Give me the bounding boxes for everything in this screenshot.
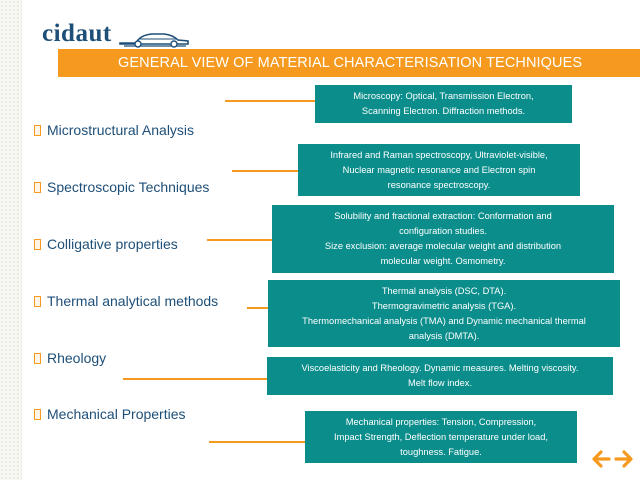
description-box-thermal — [268, 280, 620, 347]
description-line: Microscopy: Optical, Transmission Electron, — [353, 91, 534, 101]
bullet-icon — [34, 353, 41, 364]
description-line: molecular weight. Osmometry. — [380, 256, 506, 266]
description-line: Thermomechanical analysis (TMA) and Dynamic mechanical thermal — [302, 315, 586, 326]
arrow-left-icon — [590, 448, 612, 470]
description-line: configuration studies. — [399, 226, 487, 236]
technique-item-colligative — [34, 235, 178, 253]
page-title: GENERAL VIEW OF MATERIAL CHARACTERISATION TECHNIQUES — [118, 55, 583, 71]
description-line: resonance spectroscopy. — [387, 179, 491, 190]
description-line: Mechanical properties: Tension, Compression, — [345, 416, 537, 427]
bullet-icon — [34, 296, 41, 307]
prev-slide-button[interactable] — [590, 448, 612, 470]
description-line: Melt flow index. — [407, 378, 473, 388]
description-line: Viscoelasticity and Rheology. Dynamic measures. Melting viscosity. — [301, 363, 579, 373]
technique-label: Rheology — [47, 350, 107, 366]
description-box-rheology — [267, 357, 613, 395]
arrow-right-icon — [613, 448, 635, 470]
connector-line — [232, 170, 298, 172]
description-line: toughness. Fatigue. — [400, 446, 482, 457]
description-line: Infrared and Raman spectroscopy, Ultraviolet-visible, — [330, 149, 548, 160]
description-line: Impact Strength, Deflection temperature under load, — [334, 431, 548, 442]
logo-text: cidaut — [42, 20, 112, 47]
description-line: Nuclear magnetic resonance and Electron spin — [342, 164, 536, 175]
connector-line — [123, 378, 267, 380]
bullet-icon — [34, 182, 41, 193]
description-line: Size exclusion: average molecular weight and distribution — [324, 241, 562, 251]
title-banner — [58, 49, 640, 77]
connector-line — [207, 239, 272, 241]
bullet-icon — [34, 125, 41, 136]
technique-item-microstructural — [34, 121, 194, 139]
technique-item-rheology — [34, 349, 106, 367]
technique-item-mechanical — [34, 405, 186, 423]
technique-label: Thermal analytical methods — [47, 293, 219, 309]
technique-label: Mechanical Properties — [47, 406, 186, 422]
description-line: analysis (DMTA). — [408, 330, 480, 341]
description-box-spectroscopic — [298, 144, 580, 196]
technique-label: Spectroscopic Techniques — [47, 179, 210, 195]
description-box-microstructural — [315, 85, 572, 123]
car-icon — [118, 25, 192, 49]
technique-item-spectroscopic — [34, 178, 209, 196]
connector-line — [247, 307, 268, 309]
technique-label: Microstructural Analysis — [47, 122, 195, 138]
description-line: Solubility and fractional extraction: Conformation and — [334, 211, 552, 221]
next-slide-button[interactable] — [613, 448, 635, 470]
left-decorative-strip — [0, 0, 22, 480]
description-line: Thermal analysis (DSC, DTA). — [381, 285, 507, 296]
connector-line — [209, 441, 305, 443]
technique-label: Colligative properties — [47, 236, 178, 252]
description-line: Scanning Electron. Diffraction methods. — [361, 106, 526, 116]
description-box-colligative — [272, 205, 614, 273]
bullet-icon — [34, 409, 41, 420]
description-line: Thermogravimetric analysis (TGA). — [371, 300, 517, 311]
technique-item-thermal — [34, 292, 218, 310]
connector-line — [225, 100, 315, 102]
bullet-icon — [34, 239, 41, 250]
description-box-mechanical — [305, 411, 577, 463]
